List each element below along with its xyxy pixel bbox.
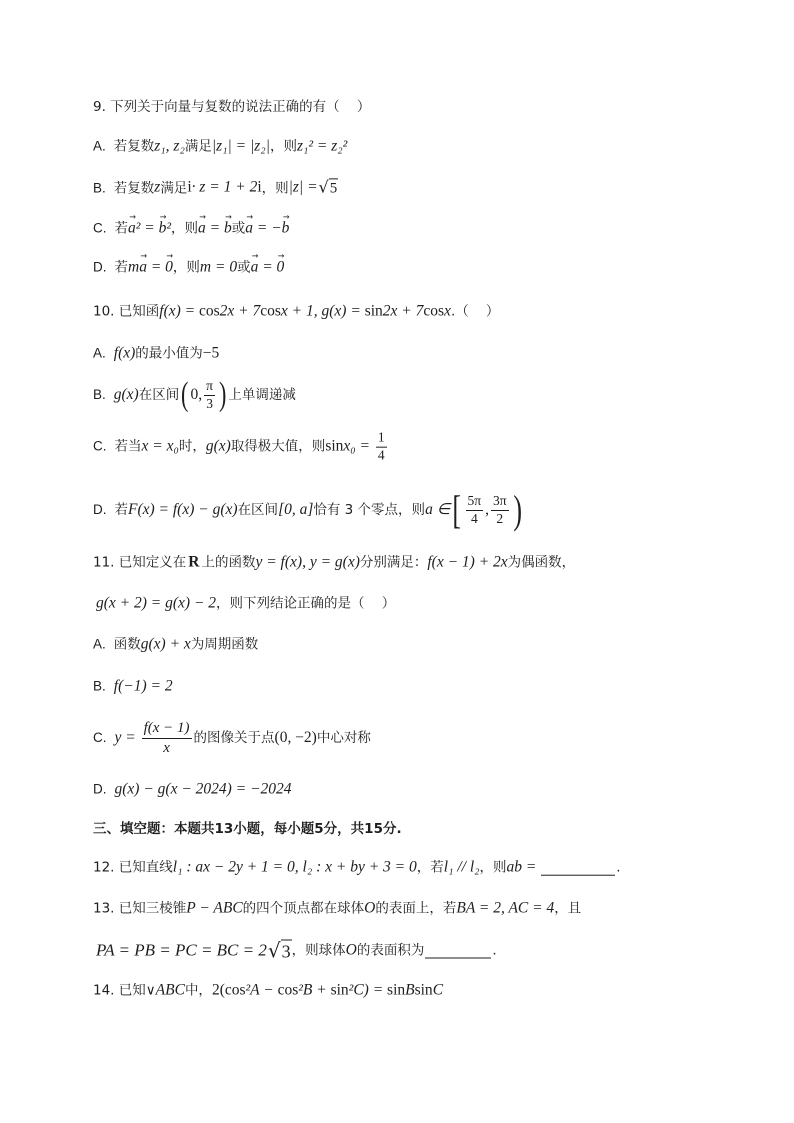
math-expression: f(x) xyxy=(113,344,136,362)
math-expression: B xyxy=(405,981,415,999)
math-expression: x₀ = xyxy=(343,437,374,455)
fraction xyxy=(491,494,509,527)
q10-option-c xyxy=(93,431,389,464)
question-text: ，则 xyxy=(479,859,507,876)
option-text: 或 xyxy=(231,220,246,237)
option-label: D. xyxy=(93,259,107,275)
option-text: 中心对称 xyxy=(316,729,371,746)
question-text: ，若 xyxy=(416,859,444,876)
math-expression: = xyxy=(258,258,277,276)
option-text: 若 xyxy=(114,259,128,276)
question-text: 上的函数 xyxy=(201,554,256,571)
vector-symbol: → b xyxy=(159,220,167,239)
question-text: 9. 下列关于向量与复数的说法正确的有（ ） xyxy=(93,98,371,115)
option-label: C. xyxy=(93,438,107,454)
fraction-denominator: x xyxy=(163,739,170,756)
math-expression: P − ABC xyxy=(186,899,243,917)
q9-option-b xyxy=(93,178,338,197)
option-text: 若复数 xyxy=(113,179,155,196)
q11-option-c xyxy=(93,720,371,756)
trig-function: sin xyxy=(414,981,433,999)
math-expression: O xyxy=(345,941,357,959)
fraction xyxy=(204,379,215,412)
q10-option-b xyxy=(93,378,296,412)
math-expression: |z₁| = |z₂| xyxy=(211,137,270,155)
trig-function: sin xyxy=(364,302,383,320)
option-text: 若 xyxy=(114,220,128,237)
question-text: . xyxy=(616,859,621,876)
option-text: 在区间 xyxy=(237,501,279,518)
fraction-numerator: 5π xyxy=(466,494,484,511)
fraction xyxy=(466,494,484,527)
math-expression: [0, a] xyxy=(278,500,314,518)
math-expression: g(x + 2) = g(x) − 2 xyxy=(96,594,217,612)
q9-option-c xyxy=(93,220,289,239)
trig-function: cos xyxy=(198,302,220,320)
fraction-denominator: 2 xyxy=(496,510,504,526)
trig-function: sin xyxy=(325,437,344,455)
math-expression: ²C) = xyxy=(348,981,388,999)
fraction xyxy=(376,431,387,464)
question-text: 为偶函数， xyxy=(507,554,576,571)
math-expression: = xyxy=(205,219,224,237)
math-expression: ABC xyxy=(155,981,185,999)
question-text: 的表面上，若 xyxy=(375,900,457,917)
vector-symbol: → b xyxy=(224,220,232,239)
q13-line2 xyxy=(96,940,497,963)
option-text: 若复数 xyxy=(113,138,155,155)
math-expression: = − xyxy=(252,219,282,237)
math-expression: y = f(x), y = g(x) xyxy=(255,553,360,571)
q9-stem xyxy=(93,99,370,115)
q11-stem-line2 xyxy=(96,595,395,614)
math-expression: f(x) = xyxy=(159,302,199,320)
math-expression: m = 0 xyxy=(199,258,238,276)
imaginary-unit: i xyxy=(257,178,262,196)
answer-blank xyxy=(425,944,491,959)
math-expression: |z| = xyxy=(288,178,318,196)
math-expression: ²B + xyxy=(298,981,331,999)
q9-option-d xyxy=(93,259,284,278)
option-label: C. xyxy=(93,729,107,745)
math-expression: y = xyxy=(114,728,140,746)
option-text: 的最小值为 xyxy=(135,345,203,362)
section-heading xyxy=(93,821,402,837)
question-text: 的四个顶点都在球体 xyxy=(242,900,365,917)
q11-option-a xyxy=(93,636,258,655)
radicand: √ 5 xyxy=(329,180,338,197)
question-text: 中， xyxy=(184,982,212,999)
option-text: ，则 xyxy=(171,220,199,237)
fraction-denominator: 4 xyxy=(470,510,478,526)
trig-function: sin xyxy=(330,981,349,999)
question-text: 分别满足： xyxy=(359,554,428,571)
big-parenthesis-open: ( xyxy=(181,376,189,413)
fraction-numerator: 3π xyxy=(491,494,509,511)
question-text: ，且 xyxy=(554,900,582,917)
trig-function: cos xyxy=(423,302,445,320)
zero-vector-symbol: → 0 xyxy=(277,259,285,278)
option-text: 函数 xyxy=(113,636,141,653)
option-text: 满足 xyxy=(184,138,212,155)
vector-symbol: → a xyxy=(251,259,259,278)
math-expression: 2x + 7 xyxy=(219,302,261,320)
vector-symbol: → a xyxy=(245,220,253,239)
question-text: 13. 已知三棱锥 xyxy=(93,900,187,917)
math-expression: g(x) xyxy=(205,437,231,455)
option-text: 若 xyxy=(114,501,128,518)
option-label: A. xyxy=(93,138,106,154)
vector-symbol: → a xyxy=(139,259,147,278)
big-bracket-open: [ xyxy=(452,487,462,532)
option-text: 的图像关于点 xyxy=(193,729,275,746)
option-text: 时， xyxy=(178,438,206,455)
question-text: 10. 已知函 xyxy=(93,303,160,320)
square-root xyxy=(268,940,292,963)
math-expression: z xyxy=(154,178,161,196)
math-expression: (0, −2) xyxy=(274,728,317,746)
math-expression: x xyxy=(444,302,451,320)
vector-symbol: → a xyxy=(128,220,136,239)
math-expression: O xyxy=(364,899,376,917)
radicand: √ 3 xyxy=(281,941,291,962)
math-expression: z₁, z₂ xyxy=(154,137,185,155)
trig-function: cos xyxy=(224,981,246,999)
math-expression: ab = xyxy=(506,858,541,876)
math-expression: m xyxy=(128,258,140,276)
real-numbers-symbol: R xyxy=(188,554,200,571)
math-expression: f(−1) = 2 xyxy=(113,677,173,695)
math-expression: f(x − 1) + 2x xyxy=(427,553,508,571)
zero-vector-symbol: → 0 xyxy=(165,259,173,278)
question-text: .（ ） xyxy=(450,303,500,320)
math-expression: 0, xyxy=(190,385,203,403)
option-label: B. xyxy=(93,678,106,694)
option-text: 若当 xyxy=(114,438,142,455)
question-text: 的表面积为 xyxy=(356,942,425,959)
question-text: 14. 已知∨ xyxy=(93,982,156,999)
math-expression: g(x) − g(x − 2024) = −2024 xyxy=(114,780,292,798)
q14 xyxy=(93,982,443,1001)
option-text: 恰有 3 个零点，则 xyxy=(313,501,426,518)
math-expression: x + 1, g(x) = xyxy=(280,302,365,320)
option-text: 在区间 xyxy=(138,386,180,403)
fraction-numerator: 1 xyxy=(376,431,387,448)
math-expression: C xyxy=(432,981,444,999)
q11-option-d xyxy=(93,781,292,800)
math-expression: · z = 1 + 2 xyxy=(191,178,258,196)
math-expression: l₁ // l₂ xyxy=(443,858,480,876)
question-text: ，则下列结论正确的是（ ） xyxy=(216,595,396,612)
math-expression: BA = 2, AC = 4 xyxy=(456,899,555,917)
comma: , xyxy=(485,500,489,518)
math-expression: a ∈ xyxy=(425,500,451,518)
option-label: A. xyxy=(93,345,106,361)
question-text: . xyxy=(492,942,497,959)
q9-option-a xyxy=(93,138,347,157)
trig-function: sin xyxy=(387,981,406,999)
q12 xyxy=(93,859,621,878)
math-expression: = xyxy=(146,258,166,276)
answer-blank xyxy=(541,861,615,876)
option-text: 或 xyxy=(237,259,251,276)
option-label: C. xyxy=(93,220,107,236)
question-text: ，则球体 xyxy=(291,942,346,959)
math-expression: g(x) xyxy=(113,385,139,403)
q11-option-b xyxy=(93,678,173,697)
big-parenthesis-close: ) xyxy=(218,376,227,413)
vector-symbol: → a xyxy=(198,220,206,239)
option-text: ，则 xyxy=(261,179,289,196)
option-text: 为周期函数 xyxy=(190,636,259,653)
fraction-numerator: f(x − 1) xyxy=(142,720,192,739)
vector-symbol: → b xyxy=(282,220,290,239)
section-title: 三、填空题：本题共13小题，每小题5分，共15分. xyxy=(93,820,402,837)
q11-stem-line1 xyxy=(93,554,575,573)
q13-line1 xyxy=(93,900,581,919)
fraction-denominator: 4 xyxy=(377,447,385,463)
fraction-numerator: π xyxy=(204,379,215,396)
trig-function: cos xyxy=(277,981,299,999)
math-expression: z₁² = z₂² xyxy=(296,137,348,155)
math-expression: 2( xyxy=(211,981,225,999)
math-expression: x = x₀ xyxy=(141,437,179,455)
math-expression: F(x) = f(x) − g(x) xyxy=(128,500,238,518)
option-text: 满足 xyxy=(160,179,188,196)
q10-option-a xyxy=(93,345,219,364)
trig-function: cos xyxy=(260,302,281,320)
fraction xyxy=(142,720,192,756)
imaginary-unit: i xyxy=(187,178,192,196)
big-parenthesis-close: ) xyxy=(512,487,522,532)
option-label: D. xyxy=(93,781,107,797)
q10-stem xyxy=(93,303,499,322)
square-root xyxy=(319,178,339,197)
math-expression: g(x) + x xyxy=(140,635,191,653)
option-label: D. xyxy=(93,501,107,517)
option-label: B. xyxy=(93,386,106,402)
math-expression: −5 xyxy=(202,344,220,362)
option-label: B. xyxy=(93,179,106,195)
option-text: ，则 xyxy=(269,138,297,155)
math-expression: ²A − xyxy=(245,981,278,999)
math-expression: 2x + 7 xyxy=(382,302,424,320)
question-text: 11. 已知定义在 xyxy=(93,554,187,571)
option-label: A. xyxy=(93,636,106,652)
option-text: ，则 xyxy=(172,259,200,276)
option-text: 上单调递减 xyxy=(228,386,296,403)
math-expression: l₁ : ax − 2y + 1 = 0, l₂ : x + by + 3 = 0 xyxy=(172,858,417,876)
option-text: 取得极大值，则 xyxy=(230,438,326,455)
math-expression: ² = xyxy=(135,219,159,237)
math-expression: PA = PB = PC = BC = 2 xyxy=(96,940,267,960)
fraction-denominator: 3 xyxy=(206,395,213,411)
math-expression: ² xyxy=(166,219,172,237)
question-text: 12. 已知直线 xyxy=(93,859,173,876)
q10-option-d xyxy=(93,487,524,532)
